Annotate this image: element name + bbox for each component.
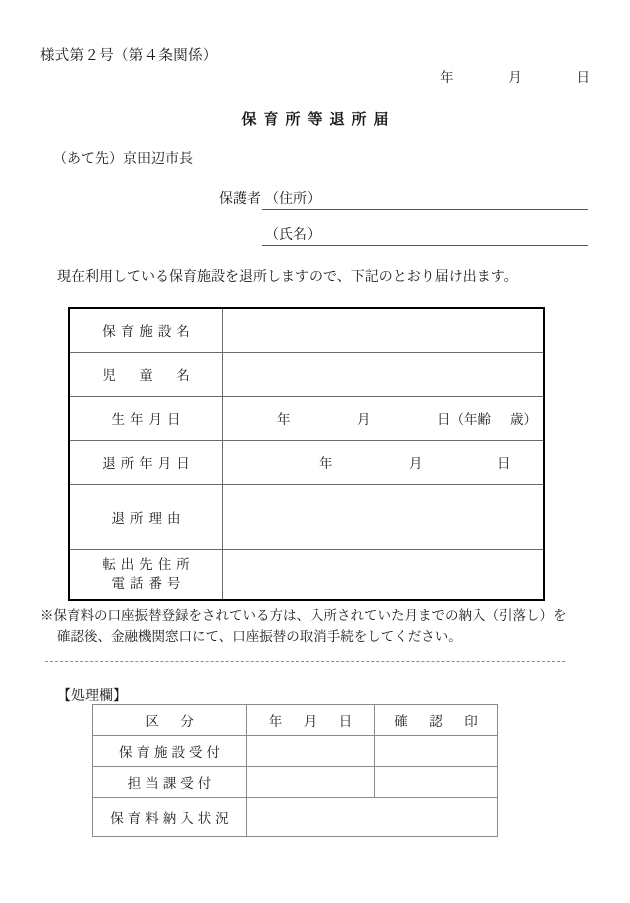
row-label-leave-date: 退所年月日 (69, 440, 223, 484)
processing-date-department-reception[interactable] (247, 767, 375, 798)
document-title: 保育所等退所届 (241, 112, 396, 128)
header-date-line (440, 66, 590, 86)
birthdate-year: 年 (277, 412, 291, 427)
guardian-address-field[interactable] (262, 188, 588, 210)
table-row-child-name (69, 352, 544, 396)
row-label-facility-name: 保育施設名 (69, 308, 223, 352)
leave-date-line (229, 452, 537, 472)
birthdate-day-age (437, 408, 537, 428)
main-form-table (68, 307, 545, 601)
processing-date-facility-reception[interactable] (247, 736, 375, 767)
table-row-birthdate (69, 396, 544, 440)
row-label-birthdate: 生年月日 (69, 396, 223, 440)
note-line-2: 確認後、金融機関窓口にて、口座振替の取消手続をしてください。 (57, 629, 462, 645)
birthdate-date-line (229, 408, 537, 428)
row-label-child-name: 児 童 名 (69, 352, 223, 396)
row-value-leave-date[interactable] (223, 440, 545, 484)
birthdate-day: 日（年齢 (437, 412, 491, 427)
table-row-facility-name (69, 308, 544, 352)
header-date-day: 日 (576, 70, 590, 85)
leave-date-year: 年 (319, 456, 333, 471)
processing-col-header-date: 年 月 日 (247, 705, 375, 736)
birthdate-age: 歳） (510, 412, 537, 427)
processing-row-department-reception (93, 767, 498, 798)
row-value-transfer-address[interactable] (223, 549, 545, 600)
row-value-leave-reason[interactable] (223, 484, 545, 549)
processing-label-fee-payment-status: 保育料納入状況 (93, 798, 247, 837)
row-label-leave-reason: 退所理由 (69, 484, 223, 549)
intro-text: 現在利用している保育施設を退所しますので、下記のとおり届け出ます。 (57, 270, 518, 285)
processing-value-fee-payment-status[interactable] (247, 798, 498, 837)
birthdate-month: 月 (357, 412, 371, 427)
row-value-facility-name[interactable] (223, 308, 545, 352)
guardian-name-label: （氏名） (265, 228, 321, 243)
leave-date-day: 日 (497, 456, 511, 471)
processing-header-row (93, 705, 498, 736)
note-block (40, 605, 600, 648)
table-row-transfer-address (69, 549, 544, 600)
processing-col-header-category: 区 分 (93, 705, 247, 736)
row-value-birthdate[interactable] (223, 396, 545, 440)
row-label-transfer-address (69, 549, 223, 600)
form-number: 様式第２号（第４条関係） (40, 48, 218, 64)
processing-row-fee-payment-status (93, 798, 498, 837)
processing-table (92, 704, 498, 837)
transfer-address-label-line2: 電話番号 (111, 576, 186, 592)
processing-seal-department-reception[interactable] (375, 767, 498, 798)
header-date-month: 月 (508, 70, 522, 85)
note-line-1: ※保育料の口座振替登録をされている方は、入所されていた月までの納入（引落し）を (40, 608, 567, 623)
transfer-address-label-line1: 転出先住所 (102, 556, 195, 572)
processing-seal-facility-reception[interactable] (375, 736, 498, 767)
row-value-child-name[interactable] (223, 352, 545, 396)
section-divider (45, 661, 565, 662)
table-row-leave-reason (69, 484, 544, 549)
guardian-name-field[interactable] (262, 224, 588, 246)
processing-row-facility-reception (93, 736, 498, 767)
leave-date-month: 月 (409, 456, 423, 471)
guardian-label: 保護者 (219, 192, 261, 207)
processing-heading: 【処理欄】 (57, 689, 127, 704)
addressee: （あて先）京田辺市長 (53, 152, 193, 167)
guardian-address-label: （住所） (265, 192, 321, 207)
header-date-year: 年 (440, 70, 454, 85)
processing-label-department-reception: 担当課受付 (93, 767, 247, 798)
processing-col-header-seal: 確 認 印 (375, 705, 498, 736)
processing-label-facility-reception: 保育施設受付 (93, 736, 247, 767)
table-row-leave-date (69, 440, 544, 484)
